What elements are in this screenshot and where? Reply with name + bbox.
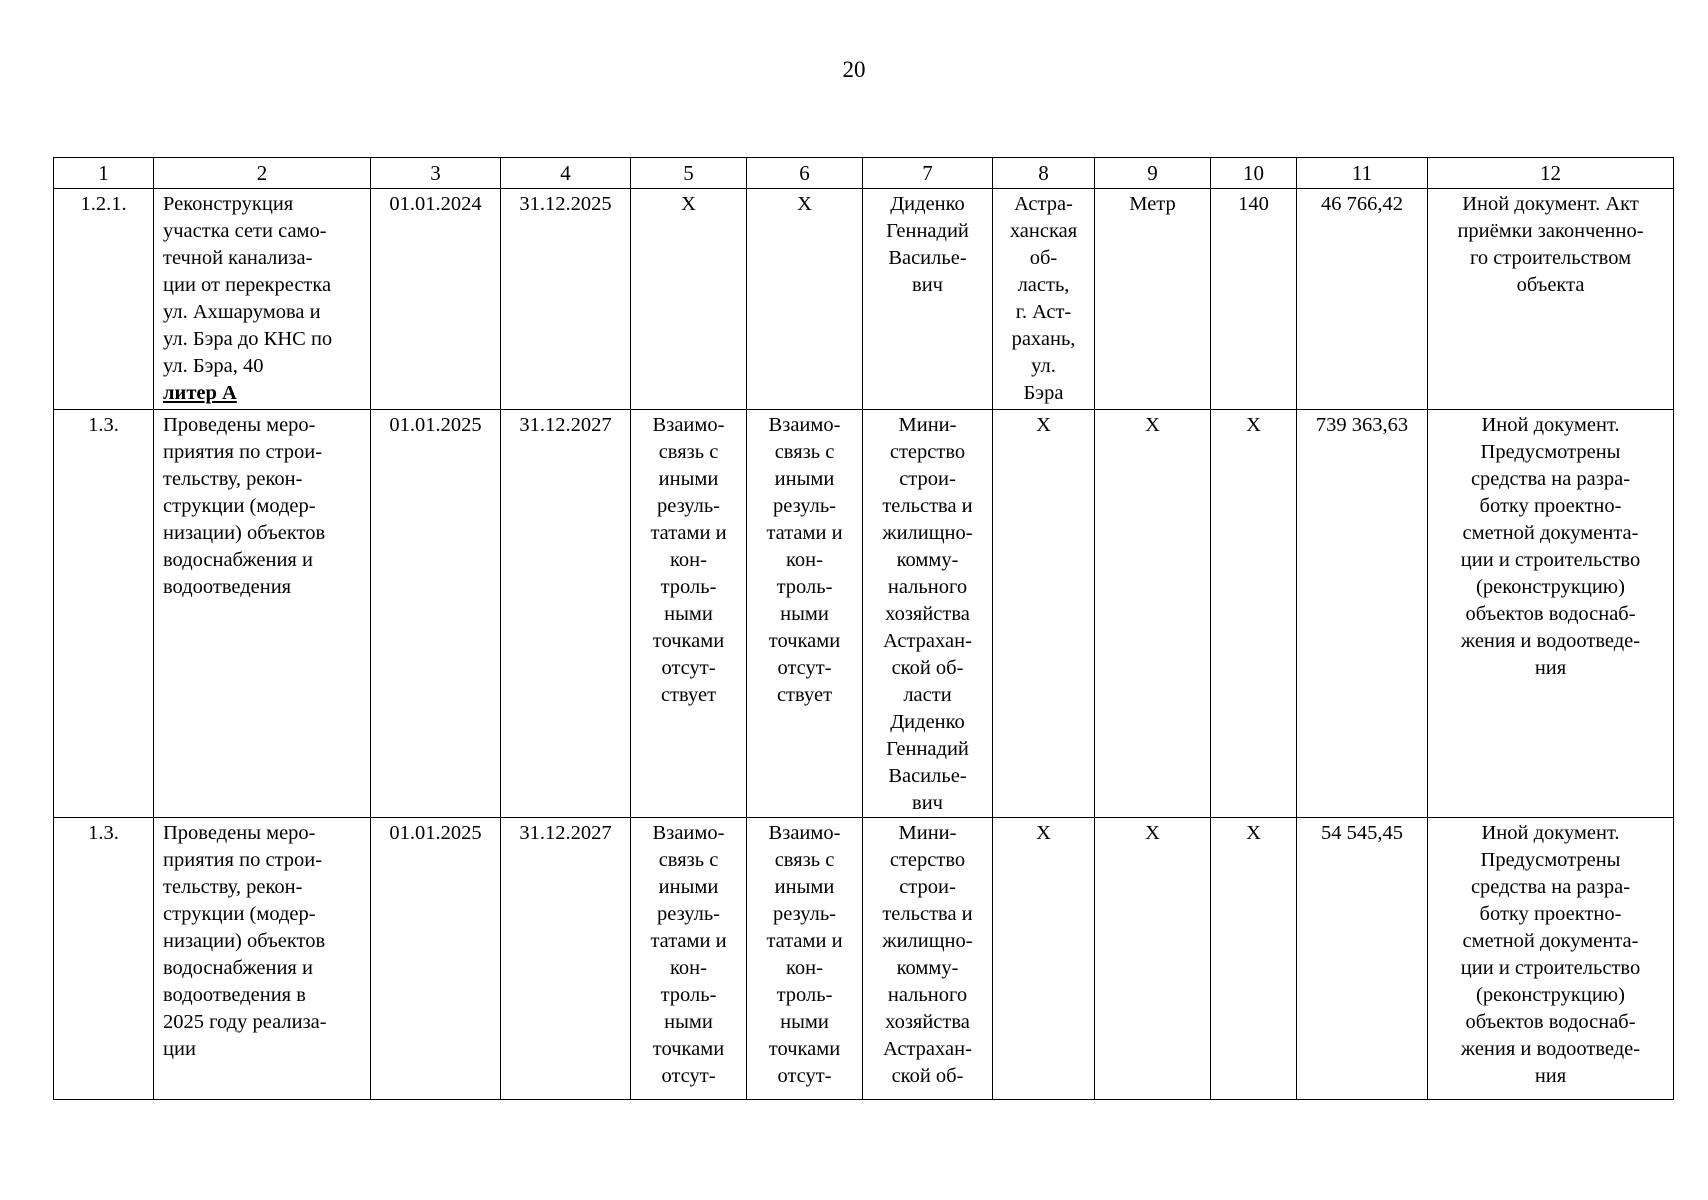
location-cell: X [993, 818, 1095, 1100]
header-col-2: 2 [154, 158, 371, 189]
responsible-cell: Мини- стерство строи- тельства и жилищно- комму- нального хозяйства Астрахан- ской об- [863, 818, 993, 1100]
page-number: 20 [842, 57, 866, 82]
header-col-4: 4 [501, 158, 631, 189]
header-col-1: 1 [54, 158, 154, 189]
unit-cell: Метр [1095, 189, 1211, 410]
row-number-cell: 1.2.1. [54, 189, 154, 410]
end-date-cell: 31.12.2025 [501, 189, 631, 410]
col6-cell: Взаимо- связь с иными резуль- татами и кон- троль- ными точками отсут- [747, 818, 863, 1100]
start-date-cell: 01.01.2025 [371, 410, 501, 818]
row-number-cell: 1.3. [54, 410, 154, 818]
start-date-cell: 01.01.2024 [371, 189, 501, 410]
unit-cell: X [1095, 410, 1211, 818]
location-cell: X [993, 410, 1095, 818]
header-col-12: 12 [1428, 158, 1674, 189]
amount-cell: 46 766,42 [1297, 189, 1428, 410]
amount-cell: 54 545,45 [1297, 818, 1428, 1100]
quantity-cell: X [1211, 818, 1297, 1100]
responsible-cell: Мини- стерство строи- тельства и жилищно- комму- нального хозяйства Астрахан- ской об- ласти Диденко Геннадий Василье- вич [863, 410, 993, 818]
responsible-cell: Диденко Геннадий Василье- вич [863, 189, 993, 410]
document-cell: Иной документ. Акт приёмки законченно- го строительством объекта [1428, 189, 1674, 410]
header-col-10: 10 [1211, 158, 1297, 189]
header-row [54, 158, 1674, 189]
start-date-cell: 01.01.2025 [371, 818, 501, 1100]
header-col-5: 5 [631, 158, 747, 189]
row-number-cell: 1.3. [54, 818, 154, 1100]
table-row [54, 818, 1674, 1100]
unit-cell: X [1095, 818, 1211, 1100]
table-row [54, 189, 1674, 410]
row-name-cell: Проведены меро- приятия по строи- тельству, рекон- струкции (модер- низации) объектов водоснабжения и водоотведения в 2025 году реализа- ции [154, 818, 371, 1100]
header-col-8: 8 [993, 158, 1095, 189]
table-row [54, 410, 1674, 818]
col5-cell: X [631, 189, 747, 410]
row-name-cell [154, 189, 371, 410]
quantity-cell: 140 [1211, 189, 1297, 410]
row-name-cell: Проведены меро- приятия по строи- тельству, рекон- струкции (модер- низации) объектов водоснабжения и водоотведения [154, 410, 371, 818]
document-cell: Иной документ. Предусмотрены средства на разра- ботку проектно- сметной документа- ции и строительство (реконструкцию) объектов водоснаб- жения и водоотведе- ния [1428, 410, 1674, 818]
header-col-6: 6 [747, 158, 863, 189]
header-col-9: 9 [1095, 158, 1211, 189]
table-header [54, 158, 1674, 189]
header-col-7: 7 [863, 158, 993, 189]
row-name-text: Реконструкция участка сети само- течной канализа- ции от перекрестка ул. Ахшарумова и ул. Бэра до КНС по ул. Бэра, 40 [163, 193, 333, 377]
row-name-liter: литер А [163, 382, 237, 404]
header-col-11: 11 [1297, 158, 1428, 189]
location-cell: Астра- ханская об- ласть, г. Аст- рахань, ул. Бэра [993, 189, 1095, 410]
col5-cell: Взаимо- связь с иными резуль- татами и кон- троль- ными точками отсут- ствует [631, 410, 747, 818]
col6-cell: Взаимо- связь с иными резуль- татами и кон- троль- ными точками отсут- ствует [747, 410, 863, 818]
end-date-cell: 31.12.2027 [501, 410, 631, 818]
col6-cell: X [747, 189, 863, 410]
quantity-cell: X [1211, 410, 1297, 818]
results-table [53, 157, 1674, 1100]
end-date-cell: 31.12.2027 [501, 818, 631, 1100]
document-cell: Иной документ. Предусмотрены средства на разра- ботку проектно- сметной документа- ции и строительство (реконструкцию) объектов водоснаб- жения и водоотведе- ния [1428, 818, 1674, 1100]
amount-cell: 739 363,63 [1297, 410, 1428, 818]
header-col-3: 3 [371, 158, 501, 189]
col5-cell: Взаимо- связь с иными резуль- татами и кон- троль- ными точками отсут- [631, 818, 747, 1100]
